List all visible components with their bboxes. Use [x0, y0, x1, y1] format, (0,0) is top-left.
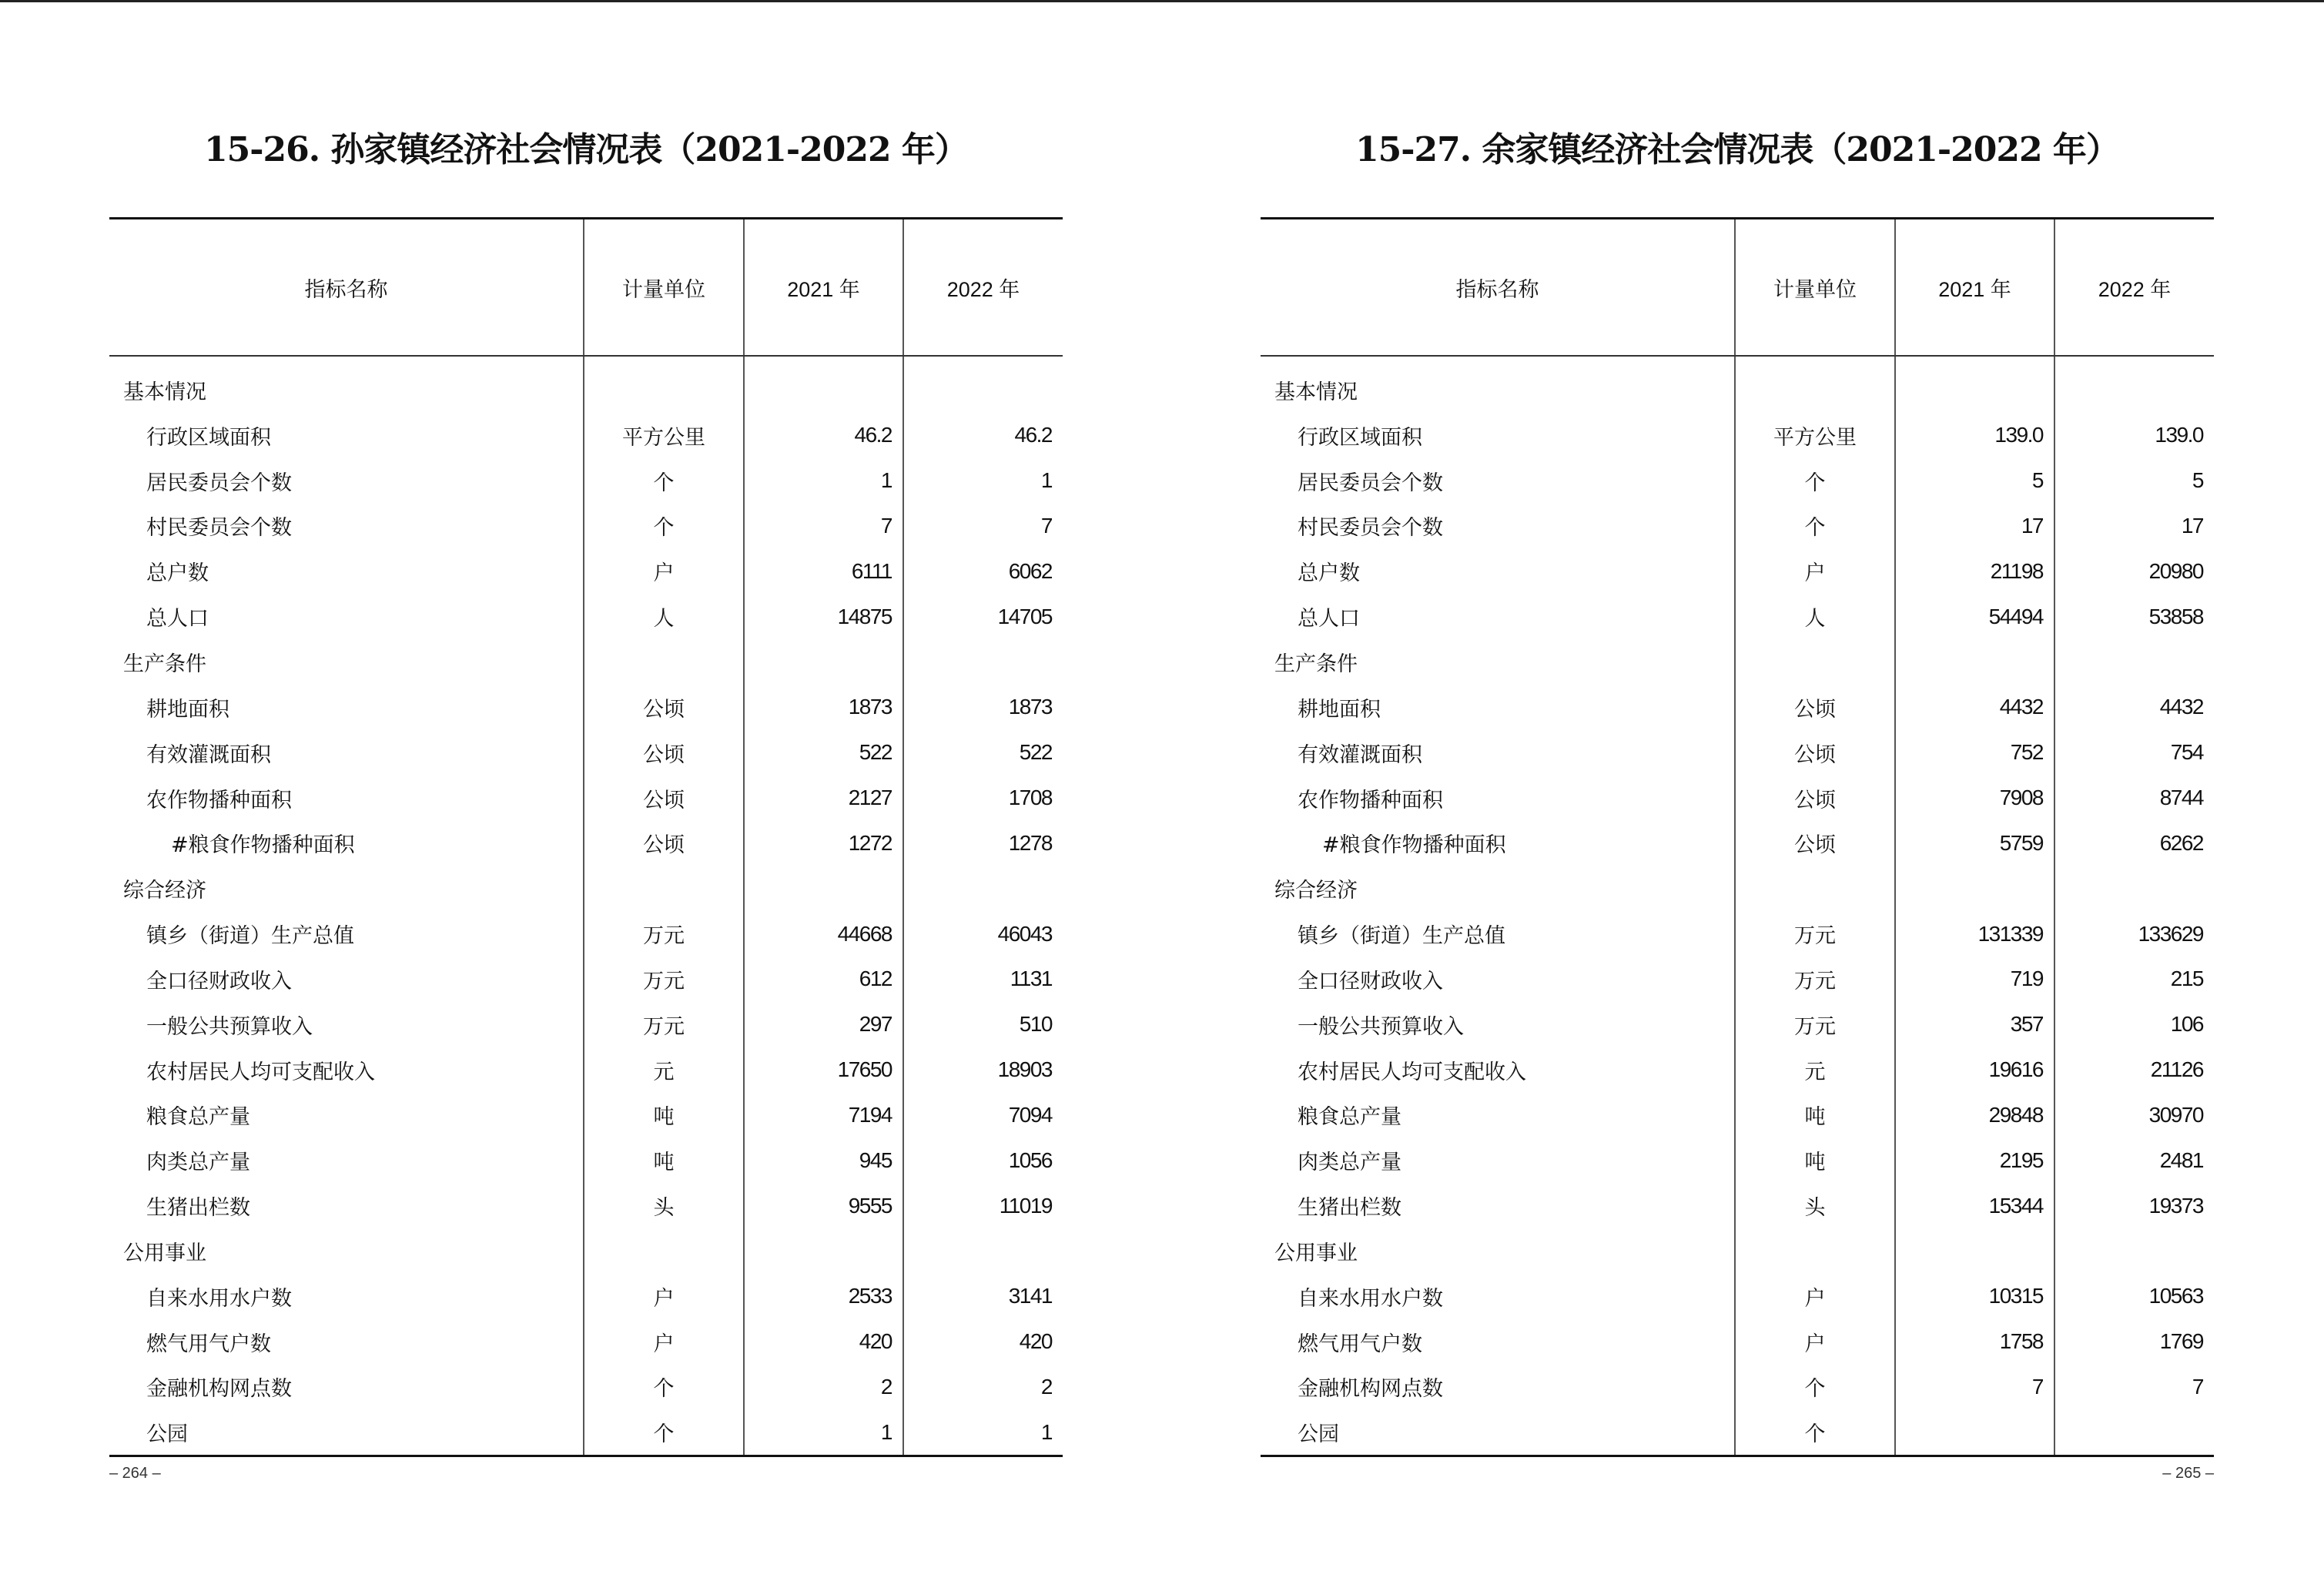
table-row: [109, 1093, 1063, 1138]
table-row: [109, 730, 1063, 776]
indicator-name: 燃气用气户数: [146, 1332, 271, 1356]
value-2021: 44668: [744, 911, 903, 956]
value-2022: [903, 1228, 1063, 1274]
value-2021: [744, 356, 903, 413]
table-row: [109, 1274, 1063, 1319]
value-2021: 15344: [1895, 1183, 2054, 1228]
value-2021: 131339: [1895, 911, 2054, 956]
unit-cell: 元: [584, 1047, 744, 1093]
value-2021: 1758: [1895, 1319, 2054, 1365]
indicator-name: 镇乡（街道）生产总值: [1298, 924, 1505, 949]
section-row: [109, 866, 1063, 911]
unit-cell: 平方公里: [584, 413, 744, 458]
value-2022: 510: [903, 1002, 1063, 1047]
indicator-name: 综合经济: [123, 879, 206, 903]
value-2022: 17: [2054, 504, 2214, 549]
header-indicator-name: 指标名称: [1261, 219, 1735, 357]
table-title: 15-26. 孙家镇经济社会情况表（2021-2022 年）: [204, 130, 968, 169]
unit-cell: 公顷: [1735, 820, 1895, 866]
page-number: – 265 –: [2162, 1465, 2214, 1482]
table-row: [1261, 1047, 2214, 1093]
indicator-name: 粮食总产量: [146, 1105, 250, 1130]
value-2021: 7: [1895, 1365, 2054, 1410]
unit-cell: 个: [1735, 504, 1895, 549]
value-2021: 420: [744, 1319, 903, 1365]
unit-cell: 公顷: [1735, 685, 1895, 730]
value-2021: 54494: [1895, 594, 2054, 639]
unit-cell: 万元: [584, 1002, 744, 1047]
value-2022: 522: [903, 730, 1063, 776]
indicator-name: 居民委员会个数: [146, 471, 292, 495]
indicator-name: 综合经济: [1274, 879, 1358, 903]
value-2021: 2195: [1895, 1137, 2054, 1183]
value-2022: 30970: [2054, 1093, 2214, 1138]
value-2021: 19616: [1895, 1047, 2054, 1093]
value-2022: [2054, 356, 2214, 413]
value-2022: 19373: [2054, 1183, 2214, 1228]
value-2021: 1: [744, 458, 903, 504]
value-2021: 357: [1895, 1002, 2054, 1047]
table-row: [1261, 1093, 2214, 1138]
table-row: [1261, 1274, 2214, 1319]
indicator-name: 基本情况: [1274, 380, 1358, 404]
unit-cell: 公顷: [584, 730, 744, 776]
value-2022: [2054, 866, 2214, 911]
table-row: [1261, 911, 2214, 956]
unit-cell: 吨: [1735, 1137, 1895, 1183]
value-2021: 945: [744, 1137, 903, 1183]
value-2021: 17: [1895, 504, 2054, 549]
table-row: [109, 956, 1063, 1002]
unit-cell: 个: [584, 504, 744, 549]
value-2022: 1278: [903, 820, 1063, 866]
indicator-name: 燃气用气户数: [1298, 1332, 1422, 1356]
unit-cell: 万元: [584, 956, 744, 1002]
value-2021: 46.2: [744, 413, 903, 458]
unit-cell: 吨: [1735, 1093, 1895, 1138]
value-2021: [1895, 866, 2054, 911]
value-2022: 18903: [903, 1047, 1063, 1093]
unit-cell: 个: [584, 1409, 744, 1456]
indicator-name: 行政区域面积: [146, 425, 271, 450]
indicator-name: 居民委员会个数: [1298, 471, 1443, 495]
value-2022: 7094: [903, 1093, 1063, 1138]
value-2022: 6262: [2054, 820, 2214, 866]
table-row: [1261, 1409, 2214, 1456]
indicator-name: 基本情况: [123, 380, 206, 404]
indicator-name: 生猪出栏数: [1298, 1196, 1401, 1221]
unit-cell: [584, 639, 744, 685]
value-2021: 1272: [744, 820, 903, 866]
unit-cell: [584, 866, 744, 911]
unit-cell: 公顷: [584, 820, 744, 866]
section-row: [109, 639, 1063, 685]
unit-cell: [1735, 356, 1895, 413]
value-2022: 754: [2054, 730, 2214, 776]
value-2021: 752: [1895, 730, 2054, 776]
indicator-name: 农作物播种面积: [1298, 788, 1443, 812]
value-2022: 1131: [903, 956, 1063, 1002]
indicator-name: 自来水用水户数: [146, 1286, 292, 1311]
unit-cell: [584, 356, 744, 413]
indicator-name: 粮食总产量: [1298, 1105, 1401, 1130]
value-2021: 1: [744, 1409, 903, 1456]
page-number: – 264 –: [109, 1465, 161, 1482]
table-row: [1261, 548, 2214, 594]
indicator-name: #粮食作物播种面积: [171, 833, 355, 858]
section-row: [109, 356, 1063, 413]
unit-cell: 元: [1735, 1047, 1895, 1093]
value-2022: 6062: [903, 548, 1063, 594]
unit-cell: 吨: [584, 1093, 744, 1138]
section-row: [1261, 639, 2214, 685]
unit-cell: 户: [1735, 1274, 1895, 1319]
table-row: [1261, 413, 2214, 458]
table-row: [109, 504, 1063, 549]
table-row: [109, 1047, 1063, 1093]
table-row: [1261, 776, 2214, 821]
indicator-name: 耕地面积: [1298, 697, 1381, 722]
table-row: [1261, 685, 2214, 730]
value-2022: 133629: [2054, 911, 2214, 956]
unit-cell: 个: [1735, 458, 1895, 504]
table-row: [1261, 1137, 2214, 1183]
indicator-name: 一般公共预算收入: [1298, 1014, 1464, 1039]
value-2022: 106: [2054, 1002, 2214, 1047]
value-2022: [903, 639, 1063, 685]
value-2022: 5: [2054, 458, 2214, 504]
value-2021: [744, 639, 903, 685]
table-row: [1261, 730, 2214, 776]
table-row: [1261, 594, 2214, 639]
table-row: [1261, 1365, 2214, 1410]
unit-cell: 万元: [1735, 956, 1895, 1002]
unit-cell: 万元: [584, 911, 744, 956]
table-row: [109, 458, 1063, 504]
table-row: [109, 1409, 1063, 1456]
value-2021: 719: [1895, 956, 2054, 1002]
value-2022: 7: [2054, 1365, 2214, 1410]
unit-cell: 户: [584, 1319, 744, 1365]
value-2021: [1895, 1409, 2054, 1456]
indicator-name: 生猪出栏数: [146, 1196, 250, 1221]
unit-cell: 户: [1735, 1319, 1895, 1365]
value-2022: 2: [903, 1365, 1063, 1410]
table-row: [109, 1002, 1063, 1047]
indicator-name: 公用事业: [123, 1241, 206, 1265]
value-2022: [2054, 1228, 2214, 1274]
indicator-name: 生产条件: [123, 652, 206, 676]
unit-cell: 平方公里: [1735, 413, 1895, 458]
table-row: [109, 594, 1063, 639]
indicator-name: 村民委员会个数: [146, 516, 292, 541]
unit-cell: [1735, 866, 1895, 911]
unit-cell: 公顷: [584, 685, 744, 730]
value-2021: [744, 866, 903, 911]
value-2021: 7908: [1895, 776, 2054, 821]
value-2021: 17650: [744, 1047, 903, 1093]
value-2021: 29848: [1895, 1093, 2054, 1138]
indicator-name: 农村居民人均可支配收入: [146, 1060, 375, 1084]
value-2021: 612: [744, 956, 903, 1002]
value-2022: [903, 356, 1063, 413]
table-title: 15-27. 余家镇经济社会情况表（2021-2022 年）: [1355, 130, 2119, 169]
unit-cell: 人: [584, 594, 744, 639]
indicator-name: 农村居民人均可支配收入: [1298, 1060, 1526, 1084]
table-row: [109, 776, 1063, 821]
value-2022: 1708: [903, 776, 1063, 821]
value-2022: 7: [903, 504, 1063, 549]
value-2021: 9555: [744, 1183, 903, 1228]
indicator-name: 行政区域面积: [1298, 425, 1422, 450]
unit-cell: 公顷: [1735, 776, 1895, 821]
header-unit: 计量单位: [584, 219, 744, 357]
unit-cell: 户: [1735, 548, 1895, 594]
value-2022: 3141: [903, 1274, 1063, 1319]
value-2022: 20980: [2054, 548, 2214, 594]
unit-cell: [1735, 1228, 1895, 1274]
section-row: [1261, 356, 2214, 413]
indicator-name: 金融机构网点数: [1298, 1377, 1443, 1402]
unit-cell: 吨: [584, 1137, 744, 1183]
indicator-name: 有效灌溉面积: [1298, 742, 1422, 767]
unit-cell: 公顷: [1735, 730, 1895, 776]
value-2021: 2533: [744, 1274, 903, 1319]
value-2021: [1895, 356, 2054, 413]
header-2022: 2022 年: [2054, 219, 2214, 357]
value-2021: 14875: [744, 594, 903, 639]
value-2022: 420: [903, 1319, 1063, 1365]
value-2022: 1873: [903, 685, 1063, 730]
value-2021: [1895, 1228, 2054, 1274]
unit-cell: 人: [1735, 594, 1895, 639]
section-row: [109, 1228, 1063, 1274]
indicator-name: 镇乡（街道）生产总值: [146, 924, 354, 949]
table-row: [109, 1183, 1063, 1228]
unit-cell: 头: [1735, 1183, 1895, 1228]
value-2022: 10563: [2054, 1274, 2214, 1319]
value-2021: 21198: [1895, 548, 2054, 594]
table-row: [1261, 1002, 2214, 1047]
indicator-name: 总户数: [146, 561, 209, 586]
unit-cell: 个: [584, 458, 744, 504]
page-right: [1261, 0, 2214, 1588]
header-2022: 2022 年: [903, 219, 1063, 357]
indicator-name: 全口径财政收入: [1298, 969, 1443, 993]
value-2021: 7: [744, 504, 903, 549]
unit-cell: 个: [584, 1365, 744, 1410]
indicator-name: 金融机构网点数: [146, 1377, 292, 1402]
unit-cell: 万元: [1735, 1002, 1895, 1047]
indicator-name: 肉类总产量: [1298, 1151, 1401, 1175]
value-2022: 46043: [903, 911, 1063, 956]
value-2021: 10315: [1895, 1274, 2054, 1319]
value-2021: 7194: [744, 1093, 903, 1138]
table-row: [109, 1365, 1063, 1410]
value-2021: 5759: [1895, 820, 2054, 866]
unit-cell: [1735, 639, 1895, 685]
indicator-name: 肉类总产量: [146, 1151, 250, 1175]
indicator-name: 总户数: [1298, 561, 1360, 586]
indicator-name: 耕地面积: [146, 697, 229, 722]
value-2022: 1: [903, 458, 1063, 504]
value-2022: 46.2: [903, 413, 1063, 458]
value-2022: 8744: [2054, 776, 2214, 821]
header-row: [109, 219, 1063, 357]
table-row: [109, 911, 1063, 956]
value-2022: [2054, 1409, 2214, 1456]
indicator-name: 农作物播种面积: [146, 788, 292, 812]
unit-cell: [584, 1228, 744, 1274]
stats-table: [109, 217, 1063, 1457]
indicator-name: 一般公共预算收入: [146, 1014, 313, 1039]
table-row: [109, 1319, 1063, 1365]
table-row: [109, 820, 1063, 866]
value-2022: 53858: [2054, 594, 2214, 639]
section-row: [1261, 1228, 2214, 1274]
unit-cell: 万元: [1735, 911, 1895, 956]
value-2022: 4432: [2054, 685, 2214, 730]
value-2021: 139.0: [1895, 413, 2054, 458]
indicator-name: 公用事业: [1274, 1241, 1358, 1265]
value-2021: 1873: [744, 685, 903, 730]
value-2022: 21126: [2054, 1047, 2214, 1093]
value-2022: [2054, 639, 2214, 685]
value-2022: 1769: [2054, 1319, 2214, 1365]
table-row: [109, 685, 1063, 730]
value-2021: 2127: [744, 776, 903, 821]
value-2021: 297: [744, 1002, 903, 1047]
indicator-name: 生产条件: [1274, 652, 1358, 676]
indicator-name: #粮食作物播种面积: [1322, 833, 1506, 858]
value-2021: 5: [1895, 458, 2054, 504]
unit-cell: 户: [584, 548, 744, 594]
indicator-name: 公园: [1298, 1422, 1339, 1447]
stats-table: [1261, 217, 2214, 1457]
table-row: [109, 413, 1063, 458]
header-indicator-name: 指标名称: [109, 219, 584, 357]
value-2022: 139.0: [2054, 413, 2214, 458]
value-2021: [744, 1228, 903, 1274]
value-2022: 1: [903, 1409, 1063, 1456]
value-2021: [1895, 639, 2054, 685]
unit-cell: 户: [584, 1274, 744, 1319]
table-row: [1261, 458, 2214, 504]
indicator-name: 全口径财政收入: [146, 969, 292, 993]
indicator-name: 总人口: [1298, 607, 1360, 632]
section-row: [1261, 866, 2214, 911]
indicator-name: 有效灌溉面积: [146, 742, 271, 767]
table-row: [1261, 1183, 2214, 1228]
table-row: [1261, 820, 2214, 866]
unit-cell: 个: [1735, 1409, 1895, 1456]
value-2021: 522: [744, 730, 903, 776]
indicator-name: 村民委员会个数: [1298, 516, 1443, 541]
value-2021: 6111: [744, 548, 903, 594]
table-row: [1261, 1319, 2214, 1365]
value-2022: 11019: [903, 1183, 1063, 1228]
value-2022: 14705: [903, 594, 1063, 639]
unit-cell: 头: [584, 1183, 744, 1228]
unit-cell: 个: [1735, 1365, 1895, 1410]
header-row: [1261, 219, 2214, 357]
header-2021: 2021 年: [744, 219, 903, 357]
value-2022: [903, 866, 1063, 911]
table-row: [1261, 956, 2214, 1002]
value-2022: 215: [2054, 956, 2214, 1002]
table-row: [109, 548, 1063, 594]
indicator-name: 自来水用水户数: [1298, 1286, 1443, 1311]
value-2021: 2: [744, 1365, 903, 1410]
header-unit: 计量单位: [1735, 219, 1895, 357]
indicator-name: 公园: [146, 1422, 188, 1447]
value-2021: 4432: [1895, 685, 2054, 730]
indicator-name: 总人口: [146, 607, 209, 632]
value-2022: 2481: [2054, 1137, 2214, 1183]
header-2021: 2021 年: [1895, 219, 2054, 357]
table-row: [1261, 504, 2214, 549]
table-row: [109, 1137, 1063, 1183]
page-left: [109, 0, 1063, 1588]
unit-cell: 公顷: [584, 776, 744, 821]
value-2022: 1056: [903, 1137, 1063, 1183]
